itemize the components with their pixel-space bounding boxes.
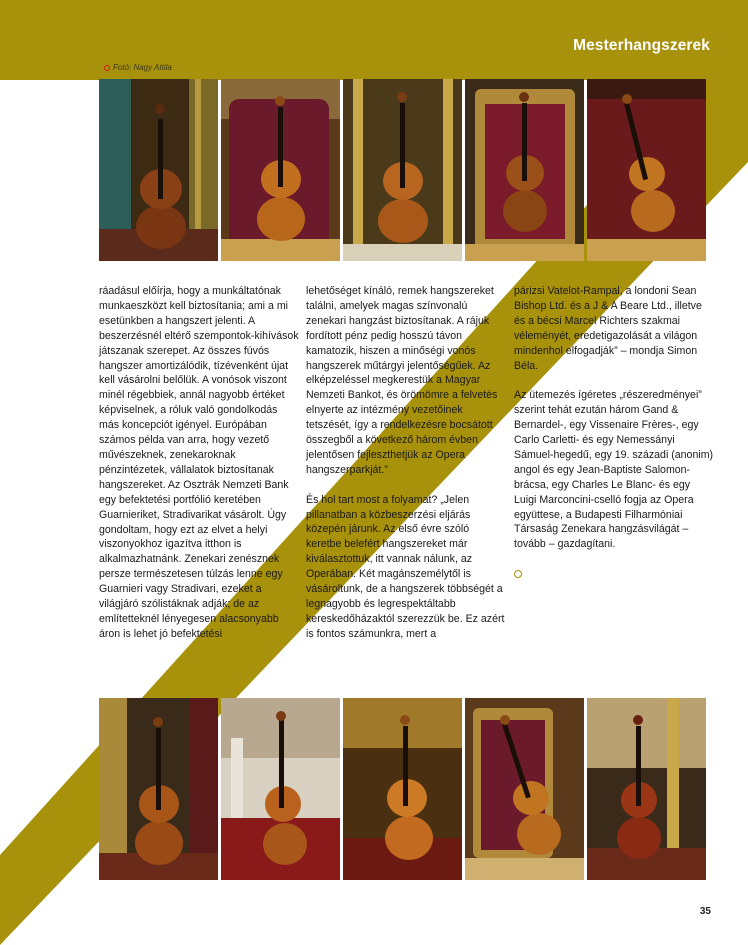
photo-violin-2: [221, 79, 340, 261]
photo-violin-3: [343, 79, 462, 261]
photo-violin-4: [465, 79, 584, 261]
photo-violin-8: [343, 698, 462, 880]
photo-violin-5: [587, 79, 706, 261]
paragraph: És hol tart most a folyamat? „Jelen pillanatban a közbeszerzési eljárás közepén járunk. Az első évre szóló keretbe belefért hangszereket már kiválasztottuk, itt vannak nálunk, az Operában. Két magánszemélytől is vásároltunk, de a hangszerek többségét a legnagyobb és legrespektáltabb kereskedőházaktól szerezzük be. Ez azért is fontos számunkra, mert a: [306, 493, 505, 640]
paragraph: párizsi Vatelot-Rampal, a londoni Sean Bishop Ltd. és a J & A Beare Ltd., illetve és a bécsi Marcel Richters szakmai véleményét, eredetigazolását a világon mindenhol elfogadják” – mondja Simon Béla.: [514, 285, 702, 372]
text-column-3: [514, 284, 714, 583]
photo-violin-9: [465, 698, 584, 880]
page-number: 35: [699, 906, 711, 917]
photo-violin-1: [99, 79, 218, 261]
credit-ring-icon: [104, 65, 110, 71]
paragraph: ráadásul előírja, hogy a munkáltatónak munkaeszközt kell biztosítania; ami a mi esetünkben a hangszert jelenti. A beszerzésnél eltérő szempontok-kihívások játszanak szerepet. Az összes fúvós hangszer amortizálódik, tízévenként újat kell vásárolni belőlük. A vonósok viszont minél régebbiek, annál nagyobb értéket képviselnek, a róluk való gondolkodás más koncepciót igényel. Európában számos példa van arra, hogy vezető művészeknek, zenekaroknak pénzintézetek, vállalatok biztosítanak hangszereket. Az Osztrák Nemzeti Bank egy befektetési portfólió keretében Guarnieriket, Stradivarikat vásárolt. Úgy gondoltam, hogy ezt az elvet a helyi viszonyokhoz igazítva itthon is alkalmazhatnánk. Zenekari zenésznek persze természetesen túlzás lenne egy Guarnieri vagy Stradivari, ezeket a világjáró szólistáknak adják; de az említetteknél lényegesen alacsonyabb áron is lehet jó befektetési: [99, 285, 299, 640]
paragraph: lehetőséget kínáló, remek hangszereket találni, amelyek magas színvonalú zenekari hangzást biztosítanak. A rájuk fordított pénz pedig hosszú távon kamatozik, hiszen a minőségi vonós hangszerek műtárgyi jelentőségűek. Az elképzeléssel megkerestük a Magyar Nemzeti Bankot, és örömömre a felvetés elnyerte az intézmény vezetőinek tetszését, így a rendelkezésre bocsátott összegből a következő három évben jelentősen fejleszthetjük az Opera hangszerparkját.”: [306, 285, 498, 476]
photo-violin-6: [99, 698, 218, 880]
photo-credit: [104, 63, 172, 72]
paragraph: Az ütemezés ígéretes „részeredményei” szerint tehát ezután három Gand & Bernardel-, egy Vissenaire Frères-, egy Carlo Carletti- és egy Nemessányi Sámuel-hegedű, egy 19. századi (anonim) angol és egy Jean-Baptiste Salomon-brácsa, egy Charles Le Blanc- és egy Luigi Marconcini-cselló fogja az Opera együttese, a Budapesti Filharmóniai Társaság Zenekara hangzásvilágát – tovább – gazdagítani.: [514, 389, 714, 551]
text-column-2: [306, 284, 506, 642]
section-title: Mesterhangszerek: [573, 37, 710, 54]
text-column-1: [99, 284, 299, 642]
top-photo-strip: [99, 79, 706, 261]
bottom-photo-strip: [99, 698, 706, 880]
photo-violin-10: [587, 698, 706, 880]
photo-credit-text: Fotó: Nagy Attila: [113, 63, 172, 72]
end-of-article-icon: [514, 570, 522, 578]
photo-violin-7: [221, 698, 340, 880]
